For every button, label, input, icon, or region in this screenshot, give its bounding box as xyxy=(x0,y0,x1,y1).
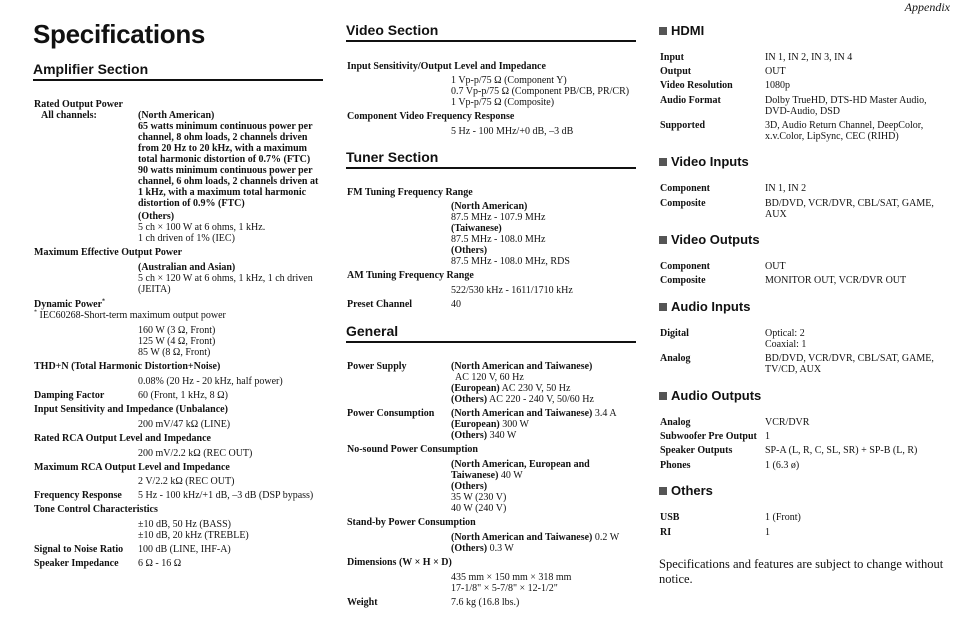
na-text-line: from 20 Hz to 20 kHz, with a maximum xyxy=(138,143,307,154)
dynamic-power-label: Dynamic Power* xyxy=(34,298,106,310)
weight-value: 7.6 kg (16.8 lbs.) xyxy=(451,597,520,608)
fm-other-value: 87.5 MHz - 108.0 MHz, RDS xyxy=(451,256,570,267)
square-bullet-icon xyxy=(659,158,667,166)
ai-analog-label: Analog xyxy=(660,353,691,364)
square-bullet-icon xyxy=(659,27,667,35)
hdmi-supported-value: 3D, Audio Return Channel, DeepColor, x.v.Color, LipSync, CEC (RIHD) xyxy=(765,120,924,142)
hdmi-input-value: IN 1, IN 2, IN 3, IN 4 xyxy=(765,52,853,63)
hdmi-audio-format-label: Audio Format xyxy=(660,95,721,106)
square-bullet-icon xyxy=(659,303,667,311)
ao-phones-value: 1 (6.3 ø) xyxy=(765,460,800,471)
video-rule xyxy=(346,40,636,42)
ao-speaker-value: SP-A (L, R, C, SL, SR) + SP-B (L, R) xyxy=(765,445,918,456)
fm-other-label: (Others) xyxy=(451,245,488,256)
vi-component-value: IN 1, IN 2 xyxy=(765,183,807,194)
usb-label: USB xyxy=(660,512,680,523)
fm-na-label: (North American) xyxy=(451,201,528,212)
ns-value: 35 W (230 V) xyxy=(451,492,507,503)
video-input-value: 1 Vp-p/75 Ω (Composite) xyxy=(451,97,555,108)
tuner-heading: Tuner Section xyxy=(346,149,439,165)
pc-row: (North American and Taiwanese) 3.4 A xyxy=(451,408,617,419)
preset-value: 40 xyxy=(451,299,461,310)
ns-region-label: (North American, European and xyxy=(451,459,590,470)
freq-resp-value: 5 Hz - 100 kHz/+1 dB, –3 dB (DSP bypass) xyxy=(138,490,314,501)
vi-component-label: Component xyxy=(660,183,711,194)
rated-rca-label: Rated RCA Output Level and Impedance xyxy=(34,433,211,444)
appendix-label: Appendix xyxy=(904,0,950,14)
rated-rca-value: 200 mV/2.2 kΩ (REC OUT) xyxy=(138,448,253,459)
audio-inputs-heading: Audio Inputs xyxy=(659,299,750,314)
power-consumption-label: Power Consumption xyxy=(347,408,435,419)
ai-digital-value: Coaxial: 1 xyxy=(765,339,807,350)
nosound-label: No-sound Power Consumption xyxy=(347,444,478,455)
tone-value: ±10 dB, 20 kHz (TREBLE) xyxy=(138,530,249,541)
aus-asian-label: (Australian and Asian) xyxy=(138,262,236,273)
north-american-label: (North American) xyxy=(138,110,215,121)
fm-tw-value: 87.5 MHz - 108.0 MHz xyxy=(451,234,546,245)
ai-digital-value: Optical: 2 xyxy=(765,328,805,339)
ao-phones-label: Phones xyxy=(660,460,691,471)
video-input-value: 1 Vp-p/75 Ω (Component Y) xyxy=(451,75,567,86)
sb-row: (North American and Taiwanese) 0.2 W xyxy=(451,532,620,543)
aus-value: (JEITA) xyxy=(138,284,171,295)
usb-value: 1 (Front) xyxy=(765,512,801,523)
square-bullet-icon xyxy=(659,487,667,495)
video-inputs-heading: Video Inputs xyxy=(659,154,749,169)
ps-region-label: (North American and Taiwanese) xyxy=(451,361,593,372)
ri-value: 1 xyxy=(765,527,770,538)
hdmi-supported-label: Supported xyxy=(660,120,706,131)
square-bullet-icon xyxy=(659,236,667,244)
hdmi-output-value: OUT xyxy=(765,66,786,77)
input-sens-value: 200 mV/47 kΩ (LINE) xyxy=(138,419,231,430)
max-rca-label: Maximum RCA Output Level and Impedance xyxy=(34,462,230,473)
vo-component-label: Component xyxy=(660,261,711,272)
preset-label: Preset Channel xyxy=(347,299,413,310)
general-rule xyxy=(346,341,636,343)
weight-label: Weight xyxy=(347,597,378,608)
am-value: 522/530 kHz - 1611/1710 kHz xyxy=(451,285,573,296)
video-outputs-heading: Video Outputs xyxy=(659,232,760,247)
hdmi-audio-format-value: Dolby TrueHD, DTS-HD Master Audio, DVD-Audio, DSD xyxy=(765,95,927,117)
comp-freq-value: 5 Hz - 100 MHz/+0 dB, –3 dB xyxy=(451,126,574,137)
dynamic-power-value: 160 W (3 Ω, Front) xyxy=(138,325,216,336)
others-label: (Others) xyxy=(138,211,175,222)
vi-composite-label: Composite xyxy=(660,198,706,209)
ao-subwoofer-label: Subwoofer Pre Output xyxy=(660,431,757,442)
hdmi-heading: HDMI xyxy=(659,23,704,38)
general-specs xyxy=(347,361,637,611)
speaker-impedance-value: 6 Ω - 16 Ω xyxy=(138,558,182,569)
thd-value: 0.08% (20 Hz - 20 kHz, half power) xyxy=(138,376,283,387)
na-text-line: channel, 8 ohm loads, 2 channels driven xyxy=(138,132,308,143)
hdmi-input-label: Input xyxy=(660,52,684,63)
ns-row: Taiwanese) 40 W xyxy=(451,470,523,481)
am-label: AM Tuning Frequency Range xyxy=(347,270,474,281)
iec-note: * IEC60268-Short-term maximum output power xyxy=(34,309,226,321)
fm-tw-label: (Taiwanese) xyxy=(451,223,502,234)
na-text-line: total harmonic distortion of 0.7% (FTC) xyxy=(138,154,311,165)
amplifier-heading: Amplifier Section xyxy=(33,61,149,77)
square-bullet-icon xyxy=(659,392,667,400)
vo-composite-label: Composite xyxy=(660,275,706,286)
ps-value: AC 120 V, 60 Hz xyxy=(455,372,524,383)
hdmi-resolution-label: Video Resolution xyxy=(660,80,733,91)
all-channels-label: All channels: xyxy=(41,110,97,121)
na-text-line: 1 kHz, with a maximum total harmonic xyxy=(138,187,307,198)
aus-value: 5 ch × 120 W at 6 ohms, 1 kHz, 1 ch driven xyxy=(138,273,313,284)
na-text-line: 90 watts minimum continuous power per xyxy=(138,165,313,176)
vi-composite-value: BD/DVD, VCR/DVR, CBL/SAT, GAME, AUX xyxy=(765,198,934,220)
amplifier-rule xyxy=(33,79,323,81)
input-sens-label: Input Sensitivity and Impedance (Unbalance) xyxy=(34,404,228,415)
ai-analog-value: BD/DVD, VCR/DVR, CBL/SAT, GAME, TV/CD, AUX xyxy=(765,353,934,375)
general-heading: General xyxy=(346,323,399,339)
ao-analog-label: Analog xyxy=(660,417,691,428)
ns-value: 40 W (240 V) xyxy=(451,503,507,514)
others-value: 1 ch driven of 1% (IEC) xyxy=(138,233,235,244)
pc-row: (European) 300 W xyxy=(451,419,529,430)
ao-speaker-label: Speaker Outputs xyxy=(660,445,733,456)
ri-label: RI xyxy=(660,527,672,538)
footnote: Specifications and features are subject to change without notice. xyxy=(659,557,944,586)
tuner-rule xyxy=(346,167,636,169)
ai-digital-label: Digital xyxy=(660,328,689,339)
video-heading: Video Section xyxy=(346,22,439,38)
tuner-specs xyxy=(347,187,637,312)
hdmi-output-label: Output xyxy=(660,66,692,77)
max-rca-value: 2 V/2.2 kΩ (REC OUT) xyxy=(138,476,235,487)
snr-value: 100 dB (LINE, IHF-A) xyxy=(138,544,231,555)
dimensions-label: Dimensions (W × H × D) xyxy=(347,557,452,568)
others-heading: Others xyxy=(659,483,713,498)
vo-composite-value: MONITOR OUT, VCR/DVR OUT xyxy=(765,275,907,286)
ao-subwoofer-value: 1 xyxy=(765,431,770,442)
vo-component-value: OUT xyxy=(765,261,786,272)
na-text-line: distortion of 0.9% (FTC) xyxy=(138,198,245,209)
tone-value: ±10 dB, 50 Hz (BASS) xyxy=(138,519,231,530)
rated-output-power-label: Rated Output Power xyxy=(34,99,123,110)
standby-label: Stand-by Power Consumption xyxy=(347,517,476,528)
others-value: 5 ch × 100 W at 6 ohms, 1 kHz. xyxy=(138,222,266,233)
freq-resp-label: Frequency Response xyxy=(34,490,122,501)
dimensions-value: 435 mm × 150 mm × 318 mm xyxy=(451,572,572,583)
comp-freq-label: Component Video Frequency Response xyxy=(347,111,515,122)
dynamic-power-value: 85 W (8 Ω, Front) xyxy=(138,347,211,358)
audio-outputs-heading: Audio Outputs xyxy=(659,388,761,403)
fm-na-value: 87.5 MHz - 107.9 MHz xyxy=(451,212,546,223)
video-specs xyxy=(347,61,637,141)
dimensions-value: 17-1/8" × 5-7/8" × 12-1/2" xyxy=(451,583,558,594)
amplifier-specs xyxy=(34,99,324,569)
na-text-line: 65 watts minimum continuous power per xyxy=(138,121,313,132)
damping-value: 60 (Front, 1 kHz, 8 Ω) xyxy=(138,390,228,401)
sb-row: (Others) 0.3 W xyxy=(451,543,514,554)
page-title: Specifications xyxy=(33,19,206,49)
ao-analog-value: VCR/DVR xyxy=(765,417,810,428)
hdmi-resolution-value: 1080p xyxy=(765,80,790,91)
damping-label: Damping Factor xyxy=(34,390,105,401)
snr-label: Signal to Noise Ratio xyxy=(34,544,124,555)
video-input-value: 0.7 Vp-p/75 Ω (Component PB/CB, PR/CR) xyxy=(451,86,630,97)
fm-label: FM Tuning Frequency Range xyxy=(347,187,473,198)
power-supply-label: Power Supply xyxy=(347,361,407,372)
max-effective-label: Maximum Effective Output Power xyxy=(34,247,183,258)
thd-label: THD+N (Total Harmonic Distortion+Noise) xyxy=(34,361,221,372)
pc-row: (Others) 340 W xyxy=(451,430,517,441)
dynamic-power-value: 125 W (4 Ω, Front) xyxy=(138,336,216,347)
speaker-impedance-label: Speaker Impedance xyxy=(34,558,119,569)
ps-row: (European) AC 230 V, 50 Hz xyxy=(451,383,571,394)
tone-label: Tone Control Characteristics xyxy=(34,504,158,515)
ns-region-label: (Others) xyxy=(451,481,488,492)
ps-row: (Others) AC 220 - 240 V, 50/60 Hz xyxy=(451,394,594,405)
video-input-label: Input Sensitivity/Output Level and Impedance xyxy=(347,61,546,72)
na-text-line: channel, 6 ohm loads, 2 channels driven at xyxy=(138,176,319,187)
